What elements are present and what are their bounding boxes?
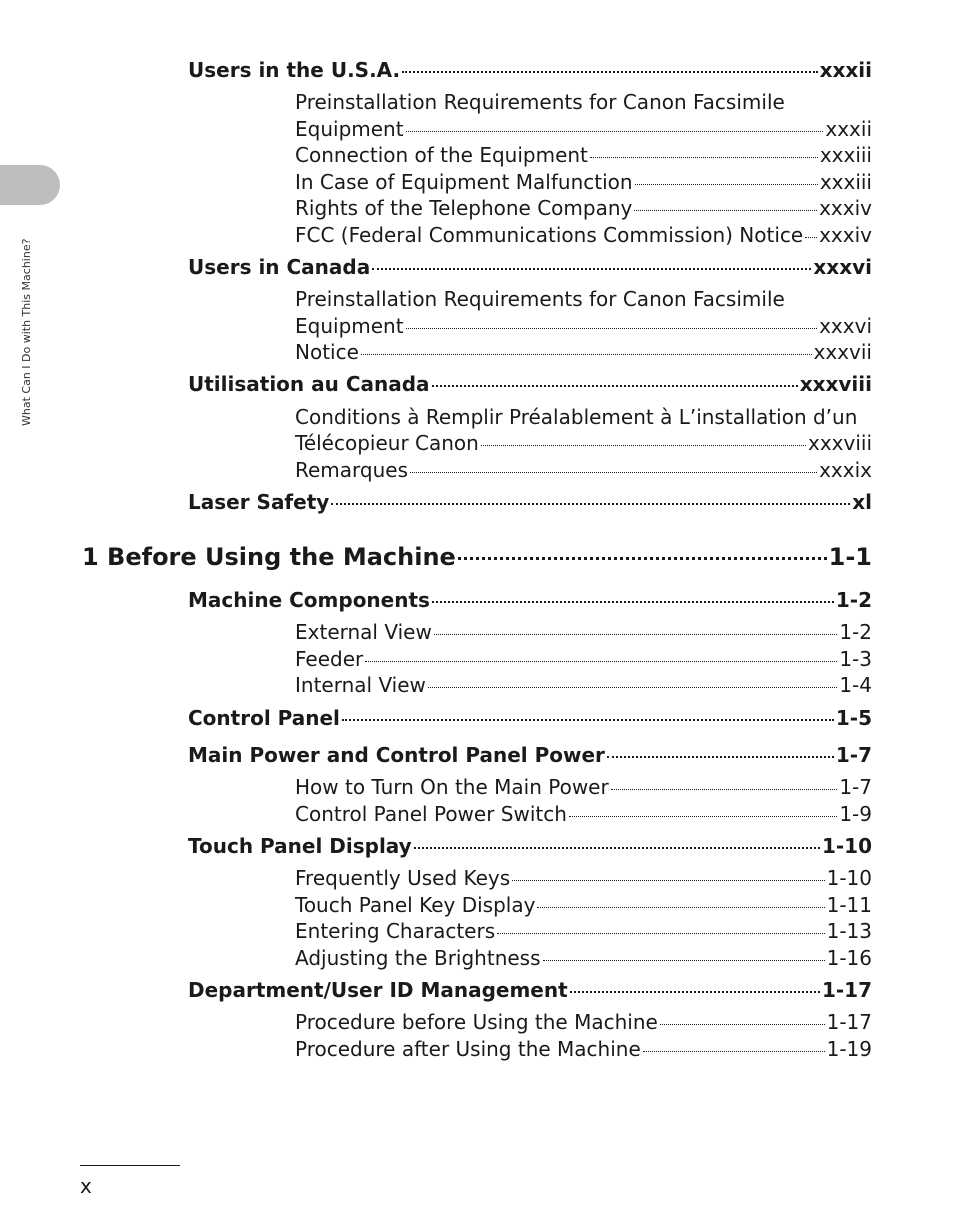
dot-leader [406,328,818,329]
dot-leader [634,210,817,211]
dot-leader [458,557,827,560]
dot-leader [635,184,818,185]
entry-title: How to Turn On the Main Power [295,775,609,799]
toc-entry-feeder[interactable] [295,647,872,671]
toc-entry-preinstallation-canada-line1[interactable]: Preinstallation Requirements for Canon Facsimile [295,287,785,311]
dot-leader [569,816,837,817]
page-number: x [80,1174,92,1198]
entry-page: 1-16 [826,946,872,970]
dot-leader [342,719,834,721]
toc-entry-telecopieur[interactable] [295,431,872,455]
dot-leader [434,634,838,635]
entry-page: xxxvi [819,314,872,338]
dot-leader [537,907,824,908]
dot-leader [590,157,818,158]
toc-entry-machine-components[interactable] [188,588,872,612]
entry-page: 1-19 [826,1037,872,1061]
dot-leader [805,237,817,238]
toc-entry-entering-characters[interactable] [295,919,872,943]
entry-page: xxxvii [813,340,872,364]
entry-page: xl [852,490,872,514]
entry-title: Procedure after Using the Machine [295,1037,641,1061]
entry-page: 1-10 [826,866,872,890]
entry-page: 1-17 [821,978,872,1002]
entry-page: 1-5 [835,706,872,730]
side-tab-label: What Can I Do with This Machine? [20,238,33,426]
entry-page: xxxviii [799,372,872,396]
toc-entry-laser-safety[interactable] [188,490,872,514]
entry-title: Rights of the Telephone Company [295,196,633,220]
entry-title: Laser Safety [188,490,330,514]
toc-entry-power-switch[interactable] [295,802,872,826]
entry-page: 1-7 [835,743,872,767]
entry-title: Notice [295,340,359,364]
toc-entry-touch-panel-display[interactable] [188,834,872,858]
entry-title: Connection of the Equipment [295,143,588,167]
entry-page: xxxiii [819,143,872,167]
entry-title: Adjusting the Brightness [295,946,541,970]
entry-page: xxxiv [819,196,872,220]
dot-leader [365,661,837,662]
entry-title: Touch Panel Key Display [295,893,536,917]
entry-title: Department/User ID Management [188,978,568,1002]
entry-page: xxxiv [819,223,872,247]
entry-page: 1-7 [839,775,872,799]
footer-rule [80,1165,180,1166]
chapter-page: 1-1 [828,543,872,571]
toc-entry-touch-panel-key-display[interactable] [295,893,872,917]
entry-title: Internal View [295,673,426,697]
entry-title: Télécopieur Canon [295,431,479,455]
entry-page: xxxii [825,117,872,141]
toc-entry-adjusting-brightness[interactable] [295,946,872,970]
toc-entry-internal-view[interactable] [295,673,872,697]
dot-leader [497,933,824,934]
toc-entry-notice[interactable] [295,340,872,364]
dot-leader [543,960,825,961]
entry-title: Entering Characters [295,919,496,943]
entry-page: xxxix [819,458,872,482]
toc-entry-malfunction[interactable] [295,170,872,194]
toc-entry-procedure-after[interactable] [295,1037,872,1061]
dot-leader [414,847,820,849]
toc-entry-main-power[interactable] [188,743,872,767]
dot-leader [428,687,837,688]
entry-title: Equipment [295,314,404,338]
toc-entry-telephone-rights[interactable] [295,196,872,220]
toc-entry-utilisation-canada[interactable] [188,372,872,396]
entry-page: xxxiii [819,170,872,194]
dot-leader [432,601,834,603]
toc-entry-control-panel[interactable] [188,706,872,730]
toc-entry-procedure-before[interactable] [295,1010,872,1034]
dot-leader [607,756,834,758]
entry-page: 1-9 [839,802,872,826]
entry-title: Remarques [295,458,409,482]
entry-page: xxxviii [807,431,872,455]
entry-page: 1-3 [839,647,872,671]
toc-entry-users-usa[interactable] [188,58,872,82]
entry-title: Procedure before Using the Machine [295,1010,658,1034]
entry-title: Users in the U.S.A. [188,58,401,82]
dot-leader [481,445,806,446]
entry-page: 1-4 [839,673,872,697]
entry-title: Feeder [295,647,364,671]
dot-leader [643,1051,825,1052]
entry-title: Utilisation au Canada [188,372,430,396]
entry-page: 1-13 [826,919,872,943]
entry-title: Touch Panel Display [188,834,412,858]
dot-leader [361,354,812,355]
toc-entry-frequently-used-keys[interactable] [295,866,872,890]
dot-leader [372,268,811,270]
entry-page: 1-10 [821,834,872,858]
dot-leader [660,1024,825,1025]
toc-entry-turn-on-main-power[interactable] [295,775,872,799]
entry-title: Main Power and Control Panel Power [188,743,605,767]
toc-entry-equipment-canada[interactable] [295,314,872,338]
entry-title: Control Panel [188,706,340,730]
toc-entry-preinstallation-usa-line1[interactable]: Preinstallation Requirements for Canon Facsimile [295,90,785,114]
toc-entry-equipment-usa[interactable] [295,117,872,141]
dot-leader [432,385,798,387]
entry-page: 1-2 [839,620,872,644]
entry-title: External View [295,620,432,644]
entry-title: Equipment [295,117,404,141]
toc-entry-connection[interactable] [295,143,872,167]
entry-page: xxxii [819,58,872,82]
chapter-title: 1 Before Using the Machine [82,543,456,571]
dot-leader [512,880,824,881]
toc-entry-conditions-line1[interactable]: Conditions à Remplir Préalablement à L’installation d’un [295,405,858,429]
dot-leader [410,472,817,473]
entry-title: Machine Components [188,588,430,612]
dot-leader [406,131,824,132]
entry-title: Frequently Used Keys [295,866,511,890]
entry-page: 1-17 [826,1010,872,1034]
dot-leader [402,71,817,73]
toc-entry-remarques[interactable] [295,458,872,482]
entry-title: In Case of Equipment Malfunction [295,170,633,194]
dot-leader [570,991,820,993]
entry-title: Control Panel Power Switch [295,802,567,826]
toc-entry-users-canada[interactable] [188,255,872,279]
toc-entry-external-view[interactable] [295,620,872,644]
dot-leader [331,503,850,505]
entry-page: xxxvi [813,255,872,279]
toc-chapter-1[interactable] [82,543,872,571]
entry-page: 1-2 [835,588,872,612]
entry-title: FCC (Federal Communications Commission) Notice [295,223,804,247]
toc-entry-fcc-notice[interactable] [295,223,872,247]
entry-page: 1-11 [826,893,872,917]
toc-entry-department-user-id[interactable] [188,978,872,1002]
dot-leader [611,789,838,790]
entry-title: Users in Canada [188,255,371,279]
chapter-tab [0,165,60,205]
